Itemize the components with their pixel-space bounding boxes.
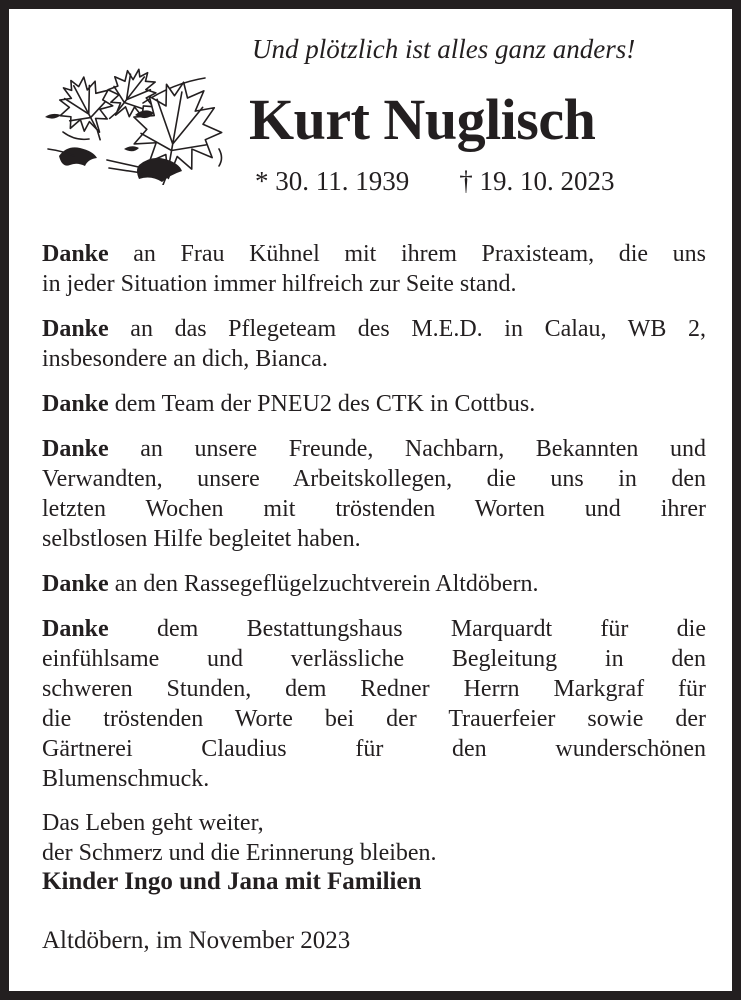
danke-lead: Danke: [42, 436, 109, 462]
birth-date: * 30. 11. 1939: [255, 166, 410, 196]
tagline: Und plötzlich ist alles ganz anders!: [252, 34, 636, 64]
danke-lead: Danke: [42, 616, 109, 642]
thanks-paragraphs: [42, 239, 706, 809]
text-line: in jeder Situation immer hilfreich zur Seite stand.: [42, 271, 517, 297]
text-line: Danke an Frau Kühnel mit ihrem Praxisteam, die uns: [42, 241, 706, 267]
text-line: Danke an den Rassegeflügelzuchtverein Altdöbern.: [42, 571, 539, 597]
danke-lead: Danke: [42, 571, 109, 597]
thanks-paragraph: [42, 434, 706, 554]
text-line: Danke an das Pflegeteam des M.E.D. in Calau, WB 2,: [42, 316, 706, 342]
thanks-paragraph: [42, 614, 706, 794]
danke-lead: Danke: [42, 391, 109, 417]
text-line: Danke dem Bestattungshaus Marquardt für die: [42, 616, 706, 642]
thanks-paragraph: [42, 569, 706, 599]
text-line: Blumenschmuck.: [42, 766, 210, 792]
thanks-paragraph: [42, 314, 706, 374]
thanks-paragraph: [42, 389, 706, 419]
text-line: selbstlosen Hilfe begleitet haben.: [42, 526, 361, 552]
life-dates: [255, 167, 615, 197]
family-signature: Kinder Ingo und Jana mit Familien: [42, 868, 422, 895]
closing-lines: [42, 808, 706, 868]
text-line: Das Leben geht weiter,: [42, 810, 264, 836]
text-line: schweren Stunden, dem Redner Herrn Markgraf für: [42, 676, 706, 702]
text-line: Danke dem Team der PNEU2 des CTK in Cottbus.: [42, 391, 536, 417]
deceased-name: Kurt Nuglisch: [249, 87, 596, 152]
danke-lead: Danke: [42, 316, 109, 342]
text-line: die tröstenden Worte bei der Trauerfeier sowie der: [42, 706, 706, 732]
danke-lead: Danke: [42, 241, 109, 267]
text-line: Verwandten, unsere Arbeitskollegen, die uns in den: [42, 466, 706, 492]
death-date: † 19. 10. 2023: [459, 166, 615, 196]
place-and-date: Altdöbern, im November 2023: [42, 927, 351, 954]
text-line: insbesondere an dich, Bianca.: [42, 346, 328, 372]
text-line: Danke an unsere Freunde, Nachbarn, Bekannten und: [42, 436, 706, 462]
text-line: letzten Wochen mit tröstenden Worten und ihrer: [42, 496, 706, 522]
text-line: einfühlsame und verlässliche Begleitung in den: [42, 646, 706, 672]
text-line: Gärtnerei Claudius für den wunderschönen: [42, 736, 706, 762]
text-line: der Schmerz und die Erinnerung bleiben.: [42, 840, 437, 866]
thanks-paragraph: [42, 239, 706, 299]
maple-leaves-icon: [39, 61, 231, 185]
